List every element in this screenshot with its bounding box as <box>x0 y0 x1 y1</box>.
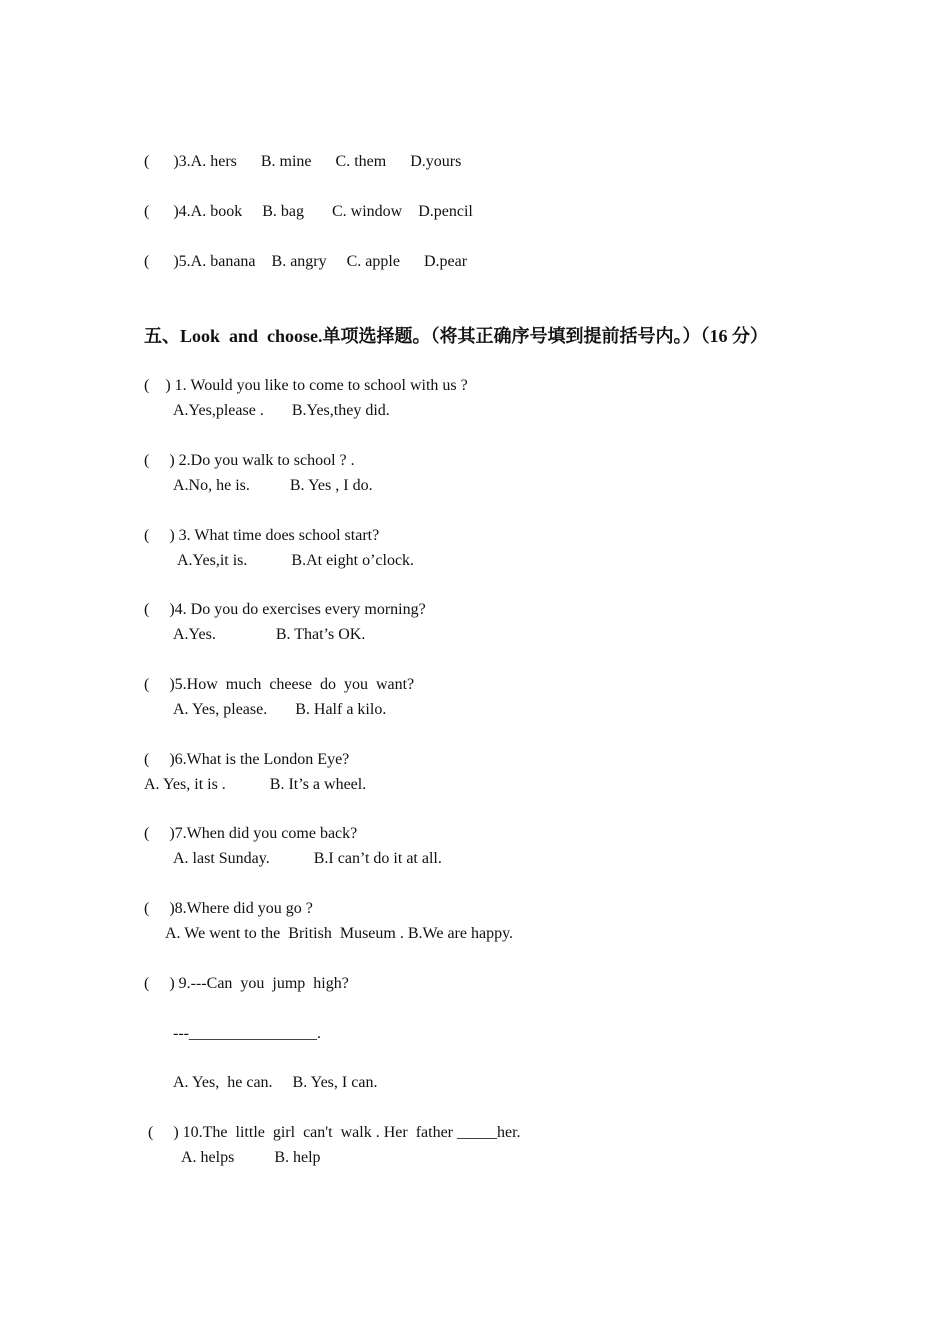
question-5-1: ( ) 1. Would you like to come to school with us ? <box>144 377 468 394</box>
question-5-7-options: A. last Sunday. B.I can’t do it at all. <box>173 850 442 867</box>
question-5-4: ( )4. Do you do exercises every morning? <box>144 601 426 618</box>
question-5-1-options: A.Yes,please . B.Yes,they did. <box>173 402 390 419</box>
question-5-3-options: A.Yes,it is. B.At eight o’clock. <box>177 552 415 569</box>
question-5-9-blank: ---________________. <box>173 1025 321 1042</box>
question-5-10-options: A. helps B. help <box>181 1149 321 1166</box>
question-5-2-options: A.No, he is. B. Yes , I do. <box>173 477 373 494</box>
question-5-9: ( ) 9.---Can you jump high? <box>144 975 349 992</box>
question-5-6: ( )6.What is the London Eye? <box>144 751 350 768</box>
question-5-8-options: A. We went to the British Museum . B.We are happy. <box>165 925 514 942</box>
question-5-9-options: A. Yes, he can. B. Yes, I can. <box>173 1074 378 1091</box>
question-5-2: ( ) 2.Do you walk to school ? . <box>144 452 355 469</box>
question-5-5: ( )5.How much cheese do you want? <box>144 676 415 693</box>
question-5-3: ( ) 3. What time does school start? <box>144 527 380 544</box>
question-4-4: ( )4.A. book B. bag C. window D.pencil <box>144 203 473 220</box>
question-5-10: ( ) 10.The little girl can't walk . Her father _____her. <box>148 1124 521 1141</box>
question-5-6-options: A. Yes, it is . B. It’s a wheel. <box>144 776 367 793</box>
question-4-5: ( )5.A. banana B. angry C. apple D.pear <box>144 253 468 270</box>
question-5-4-options: A.Yes. B. That’s OK. <box>173 626 366 643</box>
question-4-3: ( )3.A. hers B. mine C. them D.yours <box>144 153 462 170</box>
section-5-heading: 五、Look and choose.单项选择题。（将其正确序号填到提前括号内。）（16 分） <box>144 326 769 346</box>
question-5-8: ( )8.Where did you go ? <box>144 900 313 917</box>
question-5-5-options: A. Yes, please. B. Half a kilo. <box>173 701 387 718</box>
question-5-7: ( )7.When did you come back? <box>144 825 358 842</box>
